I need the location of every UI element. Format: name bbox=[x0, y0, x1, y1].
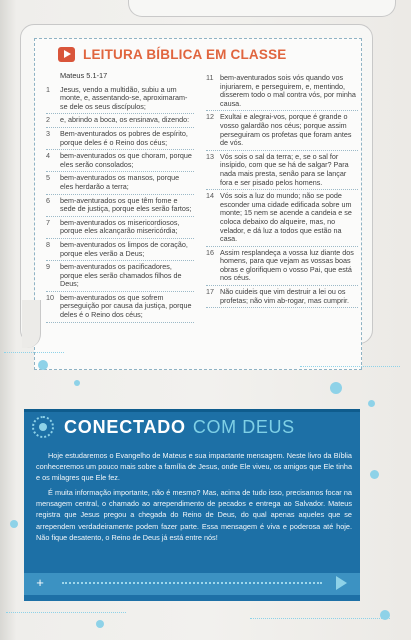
verse-number: 13 bbox=[206, 151, 214, 161]
verse-number: 12 bbox=[206, 112, 214, 122]
verse-number: 3 bbox=[46, 128, 50, 138]
verse-number: 11 bbox=[206, 73, 214, 82]
verse bbox=[46, 263, 194, 292]
verse-number: 10 bbox=[46, 292, 54, 302]
top-tab-decoration bbox=[128, 0, 396, 17]
verses-left-column bbox=[46, 72, 194, 325]
decorative-dotted-line bbox=[4, 352, 64, 353]
card-side-notch bbox=[22, 300, 41, 348]
verse-text: bem-aventurados os que têm fome e sede de justiça, porque eles serão fartos; bbox=[60, 195, 192, 214]
verse bbox=[206, 153, 358, 190]
decorative-dot bbox=[380, 610, 390, 620]
verse-text: bem-aventurados os mansos, porque eles herdarão a terra; bbox=[60, 173, 180, 191]
connected-title-main: CONECTADO bbox=[64, 416, 186, 437]
decorative-dotted-line bbox=[62, 582, 322, 586]
verse-text: Vós sois a luz do mundo; não se pode esconder uma cidade edificada sobre um monte; 15 nem se acende a candeia e se coloca debaixo do alqueire, mas, no velador, e dá luz a todos que estão na casa. bbox=[220, 191, 352, 244]
reading-header bbox=[58, 44, 287, 64]
verse bbox=[46, 174, 194, 194]
verse-text: bem-aventurados os que choram, porque eles serão consolados; bbox=[60, 151, 192, 169]
verse-number: 1 bbox=[46, 84, 50, 94]
decorative-dot bbox=[74, 380, 80, 386]
verse-number: 17 bbox=[206, 287, 214, 297]
video-icon bbox=[58, 47, 75, 62]
verse bbox=[46, 241, 194, 261]
verse-text: Jesus, vendo a multidão, subiu a um monte, e, assentando-se, aproximaram-se dele os seus discípulos; bbox=[60, 84, 188, 111]
verse bbox=[46, 116, 194, 128]
target-dot-icon bbox=[32, 416, 54, 438]
connected-title bbox=[32, 411, 295, 443]
decorative-dot bbox=[38, 360, 48, 370]
bible-reference: Mateus 5.1-17 bbox=[60, 71, 108, 80]
verse bbox=[46, 294, 194, 323]
verse-text: Exultai e alegrai-vos, porque é grande o vosso galardão nos céus; porque assim perseguiram os profetas que foram antes de vós. bbox=[220, 112, 352, 148]
connected-paragraph: Hoje estudaremos o Evangelho de Mateus e sua impactante mensagem. Neste livro da Bíblia conheceremos um pouco mais sobre a família de Jesus, onde Ele viveu, os amigos que Ele tinha e os milagres que Ele fez. bbox=[36, 451, 352, 483]
verse-number: 2 bbox=[46, 115, 50, 125]
verse bbox=[46, 197, 194, 217]
verse-number: 5 bbox=[46, 173, 50, 183]
verse bbox=[206, 74, 358, 111]
connected-body bbox=[36, 450, 352, 547]
verse bbox=[206, 249, 358, 286]
verse bbox=[206, 192, 358, 247]
verse-text: e, abrindo a boca, os ensinava, dizendo: bbox=[60, 115, 190, 125]
verse-number: 16 bbox=[206, 247, 214, 257]
decorative-dot bbox=[368, 400, 375, 407]
decorative-dot bbox=[370, 470, 379, 479]
verse-text: Vós sois o sal da terra; e, se o sal for insípido, com que se há de salgar? Para nada mais presta, senão para se lançar fora e ser pisado pelos homens. bbox=[220, 151, 349, 187]
verse-number: 9 bbox=[46, 262, 50, 272]
verses-right-column bbox=[206, 74, 358, 310]
reading-title: LEITURA BÍBLICA EM CLASSE bbox=[83, 46, 287, 62]
verse bbox=[46, 130, 194, 150]
decorative-dot bbox=[10, 520, 18, 528]
decorative-dotted-line bbox=[300, 366, 400, 367]
verse-number: 14 bbox=[206, 191, 214, 201]
verse-text: bem-aventurados os pacificadores, porque eles serão chamados filhos de Deus; bbox=[60, 262, 182, 289]
verse-text: Assim resplandeça a vossa luz diante dos homens, para que vejam as vossas boas obras e glorifiquem o vosso Pai, que está nos céus. bbox=[220, 247, 354, 283]
verse-text: bem-aventurados os misericordiosos, porque eles alcançarão misericórdia; bbox=[60, 217, 180, 236]
verse-number: 8 bbox=[46, 239, 50, 249]
verse-number: 7 bbox=[46, 217, 50, 227]
verse-number: 4 bbox=[46, 151, 50, 161]
verse bbox=[46, 219, 194, 239]
plus-icon: + bbox=[36, 575, 44, 590]
verse-text: Bem-aventurados os pobres de espírito, porque deles é o Reino dos céus; bbox=[60, 128, 188, 147]
verse-number: 6 bbox=[46, 195, 50, 205]
decorative-dotted-line bbox=[250, 618, 390, 619]
verse bbox=[206, 113, 358, 150]
verse-text: bem-aventurados os que sofrem perseguição por causa da justiça, porque deles é o Reino dos céus; bbox=[60, 292, 192, 320]
verse bbox=[206, 288, 358, 308]
verse bbox=[46, 152, 194, 172]
connected-title-accent: COM DEUS bbox=[192, 416, 295, 437]
verse-text: Não cuideis que vim destruir a lei ou os profetas; não vim ab-rogar, mas cumprir. bbox=[220, 287, 350, 305]
verse bbox=[46, 86, 194, 115]
decorative-dotted-line bbox=[6, 612, 126, 613]
decorative-dot bbox=[96, 620, 104, 628]
play-icon bbox=[336, 576, 347, 590]
connected-paragraph: É muita informação importante, não é mesmo? Mas, acima de tudo isso, precisamos focar na mensagem central, o chamado ao arrependimento de pecados e entrega ao Salvador. Mateus registra que Jesus pregou a chegada do Reino de Deus, do qual apenas aqueles que se arrependem verdadeiramente podem fazer parte. Essa mensagem é viva e poderosa até hoje. Não fique desatento, o Reino de Deus já está entre nós! bbox=[36, 488, 352, 542]
verse-text: bem-aventurados sois vós quando vos injuriarem, e perseguirem, e, mentindo, disserem todo o mal contra vós, por minha causa. bbox=[220, 73, 356, 108]
decorative-dot bbox=[330, 382, 342, 394]
verse-text: bem-aventurados os limpos de coração, porque eles verão a Deus; bbox=[60, 239, 188, 258]
